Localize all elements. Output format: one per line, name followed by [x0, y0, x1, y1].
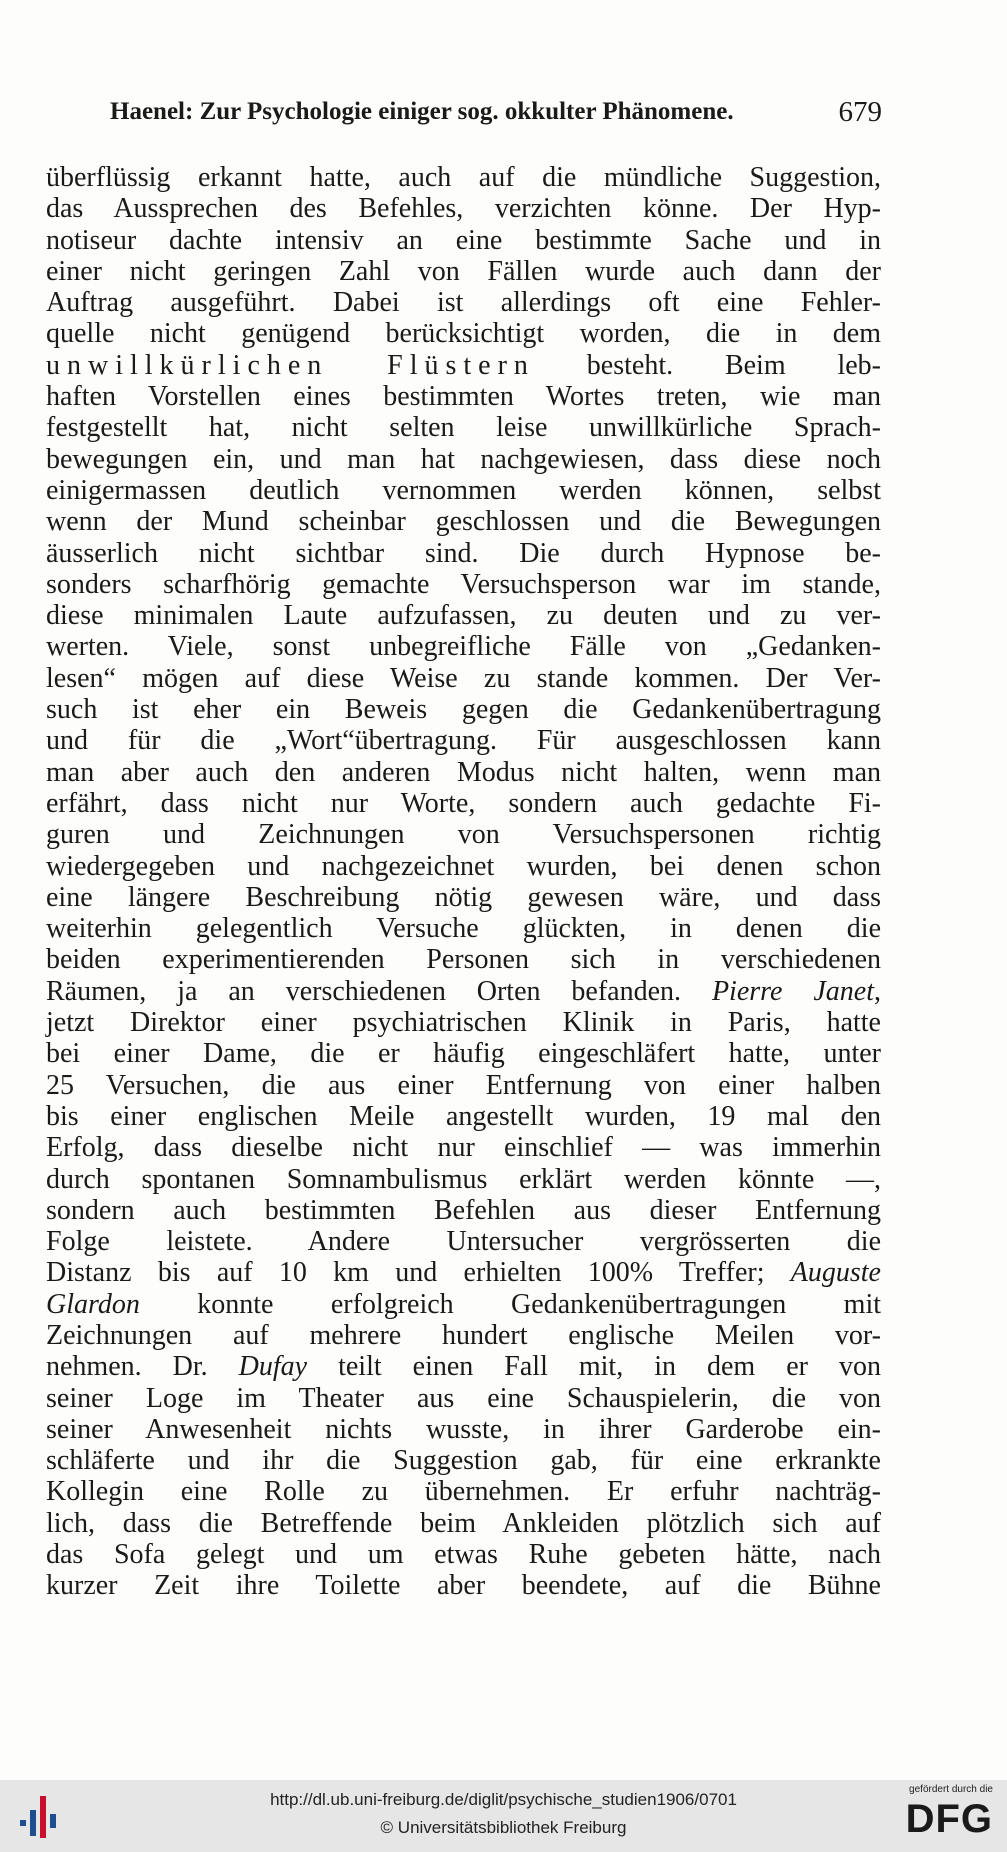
text-line — [46, 1445, 881, 1476]
text-line — [46, 1038, 881, 1069]
text-segment: seiner Loge im Theater aus eine Schauspielerin, die von — [46, 1382, 881, 1414]
text-line — [46, 757, 881, 788]
text-line — [46, 193, 881, 224]
text-segment: wenn der Mund scheinbar geschlossen und die Bewegungen — [46, 506, 881, 538]
text-line — [46, 1351, 881, 1382]
text-line — [46, 569, 881, 600]
text-segment: überflüssig erkannt hatte, auch auf die mündliche Suggestion, — [46, 162, 881, 193]
text-line — [46, 381, 881, 412]
text-line — [46, 1164, 881, 1195]
text-line — [46, 663, 881, 694]
text-line — [46, 225, 881, 256]
text-segment: bewegungen ein, und man hat nachgewiesen, dass diese noch — [46, 443, 881, 475]
text-segment: einigermassen deutlich vernommen werden können, selbst — [46, 474, 881, 506]
text-line — [46, 506, 881, 537]
text-line — [46, 944, 881, 975]
text-line — [46, 1257, 881, 1288]
italic-name: Auguste — [790, 1257, 881, 1289]
text-segment: , — [873, 975, 881, 1007]
text-segment: guren und Zeichnungen von Versuchspersonen richtig — [46, 819, 881, 851]
text-segment: such ist eher ein Beweis gegen die Gedankenübertragung — [46, 694, 881, 726]
italic-name: Pierre Janet — [711, 975, 874, 1007]
text-segment: Zeichnungen auf mehrere hundert englische Meilen vor- — [46, 1319, 881, 1351]
text-line — [46, 1101, 881, 1132]
text-segment: Kollegin eine Rolle zu übernehmen. Er erfuhr nachträg- — [46, 1476, 881, 1508]
text-line — [46, 538, 881, 569]
text-segment: eine längere Beschreibung nötig gewesen wäre, und dass — [46, 881, 881, 913]
text-line — [46, 1539, 881, 1570]
text-line — [46, 1289, 881, 1320]
text-segment: Distanz bis auf 10 km und erhielten 100% Treffer; — [46, 1257, 791, 1289]
text-segment: beiden experimentierenden Personen sich in verschiedenen — [46, 944, 881, 976]
text-line — [46, 851, 881, 882]
text-line — [46, 1070, 881, 1101]
body-text — [46, 162, 881, 1602]
text-segment: lesen“ mögen auf diese Weise zu stande kommen. Der Ver- — [46, 662, 881, 694]
text-line — [46, 1007, 881, 1038]
text-line — [46, 1508, 881, 1539]
text-segment: quelle nicht genügend berücksichtigt worden, die in dem — [46, 318, 881, 350]
text-segment: weiterhin gelegentlich Versuche glückten, in denen die — [46, 913, 881, 945]
text-line — [46, 1476, 881, 1507]
text-line — [46, 162, 881, 193]
text-segment: Räumen, ja an verschiedenen Orten befanden. — [46, 975, 712, 1007]
italic-name: Glardon — [46, 1288, 140, 1320]
text-line — [46, 725, 881, 756]
text-segment: diese minimalen Laute aufzufassen, zu deuten und zu ver- — [46, 600, 881, 632]
text-segment: das Sofa gelegt und um etwas Ruhe gebeten hätte, nach — [46, 1539, 881, 1571]
dfg-mark: DFG — [905, 1797, 993, 1841]
running-head — [110, 96, 882, 136]
text-segment: sonders scharfhörig gemachte Versuchsperson war im stande, — [46, 568, 881, 600]
spaced-emphasis: unwillkürlichen Flüstern — [46, 349, 535, 381]
text-segment: jetzt Direktor einer psychiatrischen Klinik in Paris, hatte — [46, 1007, 881, 1039]
text-line — [46, 788, 881, 819]
text-segment: man aber auch den anderen Modus nicht halten, wenn man — [46, 756, 881, 788]
text-segment: schläferte und ihr die Suggestion gab, für eine erkrankte — [46, 1445, 881, 1477]
text-line — [46, 318, 881, 349]
text-line — [46, 913, 881, 944]
source-url[interactable]: http://dl.ub.uni-freiburg.de/diglit/psychische_studien1906/0701 — [270, 1790, 737, 1809]
dfg-logo — [883, 1784, 993, 1848]
text-line — [46, 819, 881, 850]
text-line — [46, 1320, 881, 1351]
page-number: 679 — [838, 96, 882, 128]
text-line — [46, 1226, 881, 1257]
text-line — [46, 475, 881, 506]
text-line — [46, 1383, 881, 1414]
dfg-caption: gefördert durch die — [909, 1784, 993, 1795]
text-segment: nehmen. Dr. — [46, 1351, 239, 1383]
text-segment: 25 Versuchen, die aus einer Entfernung von einer halben — [46, 1069, 881, 1101]
text-line — [46, 1414, 881, 1445]
text-segment: notiseur dachte intensiv an eine bestimmte Sache und in — [46, 224, 881, 256]
italic-name: Dufay — [238, 1351, 308, 1383]
text-segment: konnte erfolgreich Gedankenübertragungen mit — [139, 1288, 881, 1320]
text-line — [46, 350, 881, 381]
text-segment: erfährt, dass nicht nur Worte, sondern auch gedachte Fi- — [46, 787, 881, 819]
text-segment: und für die „Wort“übertragung. Für ausgeschlossen kann — [46, 725, 881, 757]
text-segment: äusserlich nicht sichtbar sind. Die durch Hypnose be- — [46, 537, 881, 569]
text-segment: teilt einen Fall mit, in dem er von — [307, 1351, 881, 1383]
text-segment: wiedergegeben und nachgezeichnet wurden, bei denen schon — [46, 850, 881, 882]
viewer-footer — [0, 1780, 1007, 1852]
text-line — [46, 1570, 881, 1601]
text-line — [46, 256, 881, 287]
text-segment: Erfolg, dass dieselbe nicht nur einschlief — was immerhin — [46, 1132, 881, 1164]
text-segment: festgestellt hat, nicht selten leise unwillkürliche Sprach- — [46, 412, 881, 444]
text-line — [46, 1195, 881, 1226]
text-segment: einer nicht geringen Zahl von Fällen wurde auch dann der — [46, 255, 881, 287]
text-line — [46, 976, 881, 1007]
text-segment: bis einer englischen Meile angestellt wurden, 19 mal den — [46, 1100, 881, 1132]
text-line — [46, 882, 881, 913]
text-segment: werten. Viele, sonst unbegreifliche Fälle von „Gedanken- — [46, 631, 881, 663]
text-segment: kurzer Zeit ihre Toilette aber beendete, auf die Bühne — [46, 1570, 881, 1602]
text-line — [46, 1132, 881, 1163]
text-segment: das Aussprechen des Befehles, verzichten könne. Der Hyp- — [46, 193, 881, 225]
text-segment: bei einer Dame, die er häufig eingeschläfert hatte, unter — [46, 1038, 881, 1070]
text-line — [46, 412, 881, 443]
text-line — [46, 694, 881, 725]
text-line — [46, 600, 881, 631]
copyright-notice: © Universitätsbibliothek Freiburg — [380, 1818, 627, 1837]
text-segment: Auftrag ausgeführt. Dabei ist allerdings oft eine Fehler- — [46, 287, 881, 319]
text-segment: lich, dass die Betreffende beim Ankleiden plötzlich sich auf — [46, 1507, 881, 1539]
text-line — [46, 444, 881, 475]
text-line — [46, 287, 881, 318]
text-segment: Folge leistete. Andere Untersucher vergrösserten die — [46, 1226, 881, 1258]
text-line — [46, 631, 881, 662]
text-segment: durch spontanen Somnambulismus erklärt werden könnte —, — [46, 1163, 881, 1195]
text-segment: besteht. Beim leb- — [534, 349, 881, 381]
text-segment: seiner Anwesenheit nichts wusste, in ihrer Garderobe ein- — [46, 1413, 881, 1445]
text-segment: sondern auch bestimmten Befehlen aus dieser Entfernung — [46, 1194, 881, 1226]
running-head-title: Haenel: Zur Psychologie einiger sog. okkulter Phänomene. — [110, 98, 734, 125]
text-segment: haften Vorstellen eines bestimmten Wortes treten, wie man — [46, 381, 881, 413]
